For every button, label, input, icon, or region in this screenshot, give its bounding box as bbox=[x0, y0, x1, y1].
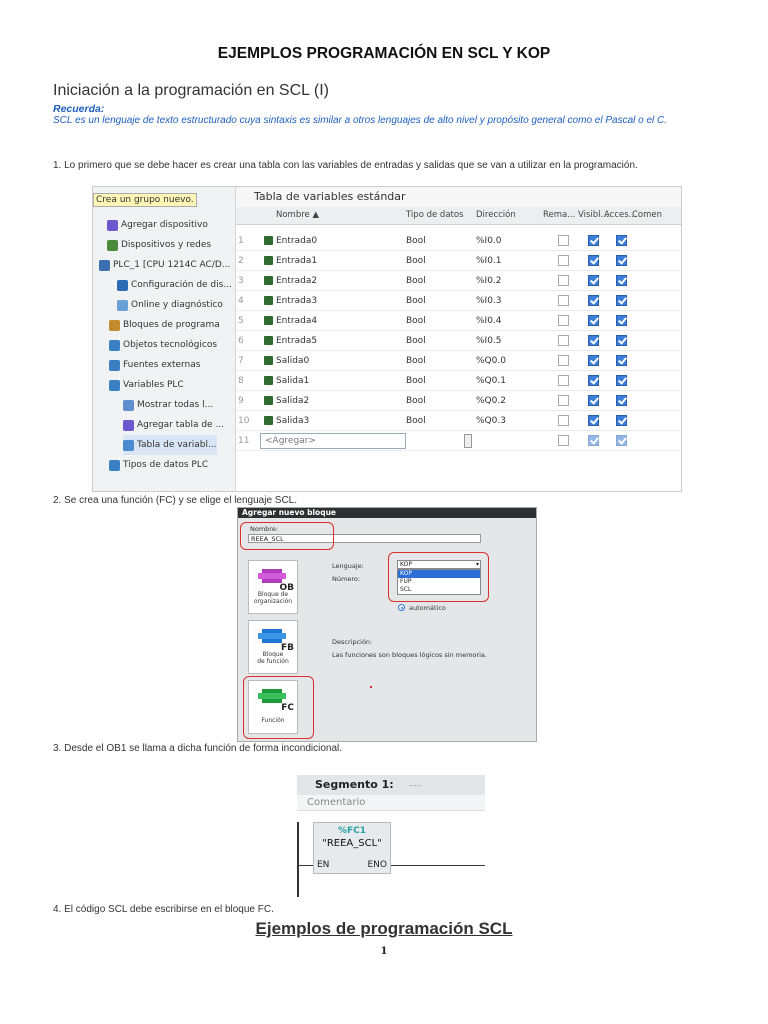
table-row[interactable] bbox=[236, 411, 682, 431]
retain-checkbox[interactable] bbox=[558, 315, 569, 326]
address: %Q0.0 bbox=[476, 356, 506, 366]
segment-header bbox=[297, 775, 485, 795]
data-type: Bool bbox=[406, 296, 426, 306]
tree-item-label: Crea un grupo nuevo. bbox=[96, 195, 194, 205]
row-number: 8 bbox=[238, 376, 244, 386]
number-label: Número: bbox=[332, 575, 361, 583]
retain-checkbox[interactable] bbox=[558, 255, 569, 266]
step-2-text: 2. Se crea una función (FC) y se elige el lenguaje SCL. bbox=[53, 495, 298, 506]
access-checkbox[interactable] bbox=[616, 355, 627, 366]
visible-checkbox[interactable] bbox=[588, 395, 599, 406]
step-4-text: 4. El código SCL debe escribirse en el bloque FC. bbox=[53, 904, 274, 915]
visible-checkbox[interactable] bbox=[588, 415, 599, 426]
row-number: 3 bbox=[238, 276, 244, 286]
tree-item-label: Agregar tabla de ... bbox=[137, 420, 225, 430]
tree-item-icon bbox=[117, 300, 128, 311]
tag-icon bbox=[264, 276, 273, 285]
tree-item-label: Variables PLC bbox=[123, 380, 184, 390]
address: %I0.5 bbox=[476, 336, 502, 346]
tree-item-icon bbox=[109, 460, 120, 471]
tree-item-label: Fuentes externas bbox=[123, 360, 201, 370]
table-row[interactable] bbox=[236, 371, 682, 391]
table-row[interactable] bbox=[236, 391, 682, 411]
address: %Q0.2 bbox=[476, 396, 506, 406]
data-type: Bool bbox=[406, 376, 426, 386]
tree-item[interactable] bbox=[109, 315, 220, 335]
row-number: 4 bbox=[238, 296, 244, 306]
tree-item-icon bbox=[109, 360, 120, 371]
visible-checkbox[interactable] bbox=[588, 355, 599, 366]
address: %I0.2 bbox=[476, 276, 502, 286]
retain-checkbox[interactable] bbox=[558, 275, 569, 286]
tree-item[interactable] bbox=[107, 215, 208, 235]
table-row[interactable] bbox=[236, 231, 682, 251]
power-rail bbox=[297, 822, 299, 897]
column-header[interactable]: Dirección bbox=[476, 210, 516, 220]
tree-item[interactable] bbox=[117, 275, 232, 295]
language-option-scl[interactable]: SCL bbox=[400, 586, 412, 593]
highlight-name bbox=[240, 522, 334, 550]
tree-item-icon bbox=[107, 240, 118, 251]
variable-name: Salida1 bbox=[276, 376, 310, 386]
row-number: 7 bbox=[238, 356, 244, 366]
rung-left bbox=[299, 865, 313, 866]
language-label: Lenguaje: bbox=[332, 562, 364, 570]
name-input[interactable]: REEA_SCL bbox=[248, 534, 481, 543]
tree-item-label: Bloques de programa bbox=[123, 320, 220, 330]
data-type: Bool bbox=[406, 336, 426, 346]
retain-checkbox[interactable] bbox=[558, 415, 569, 426]
retain-checkbox[interactable] bbox=[558, 235, 569, 246]
access-checkbox[interactable] bbox=[616, 335, 627, 346]
retain-checkbox[interactable] bbox=[558, 355, 569, 366]
row-number: 10 bbox=[238, 416, 250, 426]
tree-item[interactable] bbox=[123, 435, 217, 455]
tree-item[interactable] bbox=[123, 395, 213, 415]
fc-block-icon: FC bbox=[258, 687, 288, 709]
tree-item[interactable] bbox=[109, 355, 200, 375]
data-type: Bool bbox=[406, 416, 426, 426]
access-checkbox[interactable] bbox=[616, 255, 627, 266]
tree-item-icon bbox=[123, 420, 134, 431]
row-number: 5 bbox=[238, 316, 244, 326]
grid-header bbox=[236, 207, 682, 225]
tree-item[interactable] bbox=[107, 235, 211, 255]
tree-item[interactable] bbox=[99, 255, 230, 275]
address: %Q0.3 bbox=[476, 416, 506, 426]
data-type: Bool bbox=[406, 276, 426, 286]
language-select[interactable]: KOP ▾ bbox=[397, 560, 481, 569]
en-pin: EN bbox=[317, 860, 330, 870]
data-type: Bool bbox=[406, 236, 426, 246]
column-header[interactable]: Tipo de datos bbox=[406, 210, 464, 220]
fb-block-button[interactable]: FB Bloque de función bbox=[248, 620, 298, 674]
recuerda-text: SCL es un lenguaje de texto estructurado cuya sintaxis es similar a otros lenguajes de alto nivel y propósito general como el Pascal o el C. bbox=[53, 115, 668, 126]
tag-icon bbox=[264, 396, 273, 405]
ob-block-button[interactable]: OB Bloque de organización bbox=[248, 560, 298, 614]
row-number: 11 bbox=[238, 436, 250, 446]
tree-item-icon bbox=[123, 400, 134, 411]
tree-item[interactable] bbox=[109, 335, 217, 355]
visible-checkbox[interactable] bbox=[588, 375, 599, 386]
tree-item-label: PLC_1 [CPU 1214C AC/D... bbox=[113, 260, 231, 270]
description-text: Las funciones son bloques lógicos sin memoria. bbox=[332, 651, 487, 659]
tree-item-icon bbox=[107, 220, 118, 231]
row-number: 2 bbox=[238, 256, 244, 266]
marker-dot bbox=[370, 686, 372, 688]
tree-item-icon bbox=[99, 260, 110, 271]
tree-item-icon bbox=[109, 320, 120, 331]
tag-icon bbox=[264, 416, 273, 425]
variable-table-screenshot bbox=[92, 186, 682, 492]
rung-right bbox=[391, 865, 485, 866]
tree-item-label: Online y diagnóstico bbox=[131, 300, 223, 310]
variable-name: Salida3 bbox=[276, 416, 310, 426]
block-name: "REEA_SCL" bbox=[322, 838, 382, 849]
row-number: 1 bbox=[238, 236, 244, 246]
variable-name: Entrada0 bbox=[276, 236, 318, 246]
access-checkbox[interactable] bbox=[616, 295, 627, 306]
visible-checkbox[interactable] bbox=[588, 255, 599, 266]
address: %I0.4 bbox=[476, 316, 502, 326]
retain-checkbox[interactable] bbox=[558, 435, 569, 446]
ladder-segment bbox=[297, 775, 485, 897]
tree-item-icon bbox=[109, 380, 120, 391]
address: %I0.1 bbox=[476, 256, 502, 266]
access-checkbox[interactable] bbox=[616, 375, 627, 386]
type-picker-button[interactable] bbox=[464, 434, 472, 448]
tag-icon bbox=[264, 336, 273, 345]
access-checkbox[interactable] bbox=[616, 235, 627, 246]
visible-checkbox[interactable] bbox=[588, 235, 599, 246]
tree-item-label: Configuración de dis... bbox=[131, 280, 232, 290]
visible-checkbox[interactable] bbox=[588, 275, 599, 286]
segment-comment[interactable]: Comentario bbox=[297, 795, 485, 811]
visible-checkbox[interactable] bbox=[588, 435, 599, 446]
variable-name: Salida2 bbox=[276, 396, 310, 406]
tag-icon bbox=[264, 256, 273, 265]
tree-item[interactable] bbox=[109, 375, 184, 395]
column-header[interactable]: Acces... bbox=[604, 210, 637, 220]
project-tree bbox=[93, 187, 236, 492]
access-checkbox[interactable] bbox=[616, 275, 627, 286]
step-3-text: 3. Desde el OB1 se llama a dicha función de forma incondicional. bbox=[53, 743, 343, 754]
tree-item-label: Agregar dispositivo bbox=[121, 220, 208, 230]
column-header[interactable]: Comen bbox=[632, 210, 663, 220]
segment-title: Segmento 1: bbox=[315, 778, 394, 791]
variable-name: Entrada3 bbox=[276, 296, 318, 306]
description-label: Descripción: bbox=[332, 638, 373, 646]
variable-name: Entrada4 bbox=[276, 316, 318, 326]
language-option-kop[interactable]: KOP bbox=[398, 570, 480, 578]
language-option-fup[interactable]: FUP bbox=[400, 578, 412, 585]
tag-icon bbox=[264, 356, 273, 365]
tree-item-label: Objetos tecnológicos bbox=[123, 340, 218, 350]
tree-item-label: Mostrar todas l... bbox=[137, 400, 214, 410]
variable-name: Entrada1 bbox=[276, 256, 318, 266]
data-type: Bool bbox=[406, 316, 426, 326]
highlight-fc bbox=[243, 676, 314, 739]
tag-icon bbox=[264, 316, 273, 325]
dialog-title: Agregar nuevo bloque bbox=[238, 508, 537, 518]
segment-dots: ..... bbox=[409, 779, 422, 788]
new-group-tooltip bbox=[93, 193, 197, 207]
variable-name: Entrada5 bbox=[276, 336, 318, 346]
table-row[interactable] bbox=[236, 351, 682, 371]
tag-icon bbox=[264, 236, 273, 245]
data-type: Bool bbox=[406, 256, 426, 266]
data-type: Bool bbox=[406, 396, 426, 406]
variable-name: Entrada2 bbox=[276, 276, 318, 286]
table-row[interactable] bbox=[236, 251, 682, 271]
step-1-text: 1. Lo primero que se debe hacer es crear una tabla con las variables de entradas y salidas que se van a utilizar en la programación. bbox=[53, 160, 638, 171]
variable-name: Salida0 bbox=[276, 356, 310, 366]
row-number: 9 bbox=[238, 396, 244, 406]
retain-checkbox[interactable] bbox=[558, 395, 569, 406]
table-row[interactable] bbox=[236, 311, 682, 331]
table-row[interactable] bbox=[236, 331, 682, 351]
table-caption: Tabla de variables estándar bbox=[236, 187, 682, 207]
tree-item-label: Dispositivos y redes bbox=[121, 240, 212, 250]
tree-item-label: Tipos de datos PLC bbox=[123, 460, 209, 470]
table-row[interactable] bbox=[236, 291, 682, 311]
variable-grid bbox=[236, 207, 682, 492]
table-row[interactable] bbox=[236, 431, 682, 451]
retain-checkbox[interactable] bbox=[558, 295, 569, 306]
fc-block-button[interactable]: FC Función bbox=[248, 680, 298, 734]
block-ref: %FC1 bbox=[337, 826, 367, 836]
fc1-call-box[interactable] bbox=[313, 822, 391, 874]
address: %I0.0 bbox=[476, 236, 502, 246]
tag-icon bbox=[264, 296, 273, 305]
column-header[interactable]: Nombre ▲ bbox=[276, 210, 320, 220]
address: %Q0.1 bbox=[476, 376, 506, 386]
visible-checkbox[interactable] bbox=[588, 335, 599, 346]
section-caption: Ejemplos de programación SCL bbox=[255, 919, 513, 938]
add-variable-input[interactable]: <Agregar> bbox=[260, 433, 406, 449]
tree-item-icon bbox=[117, 280, 128, 291]
table-row[interactable] bbox=[236, 271, 682, 291]
ob-block-icon: OB bbox=[258, 567, 288, 589]
eno-pin: ENO bbox=[367, 860, 387, 870]
access-checkbox[interactable] bbox=[616, 395, 627, 406]
access-checkbox[interactable] bbox=[616, 435, 627, 446]
tree-item[interactable] bbox=[109, 455, 208, 475]
address: %I0.3 bbox=[476, 296, 502, 306]
page-number: 1 bbox=[380, 946, 388, 957]
tree-item-label: Tabla de variabl... bbox=[137, 440, 217, 450]
auto-radio[interactable] bbox=[398, 604, 405, 611]
highlight-language bbox=[388, 552, 489, 602]
tree-item[interactable] bbox=[117, 295, 223, 315]
visible-checkbox[interactable] bbox=[588, 315, 599, 326]
retain-checkbox[interactable] bbox=[558, 335, 569, 346]
chevron-down-icon: ▾ bbox=[475, 561, 479, 568]
tree-item[interactable] bbox=[123, 415, 224, 435]
column-header[interactable]: Rema... bbox=[543, 210, 576, 220]
data-type: Bool bbox=[406, 356, 426, 366]
recuerda-label: Recuerda: bbox=[53, 103, 105, 115]
visible-checkbox[interactable] bbox=[588, 295, 599, 306]
tree-item-icon bbox=[109, 340, 120, 351]
auto-label: automático bbox=[409, 604, 446, 612]
section-subtitle: Iniciación a la programación en SCL (I) bbox=[53, 82, 329, 99]
access-checkbox[interactable] bbox=[616, 315, 627, 326]
access-checkbox[interactable] bbox=[616, 415, 627, 426]
name-label: Nombre: bbox=[250, 525, 279, 533]
add-block-dialog bbox=[237, 507, 537, 742]
tag-icon bbox=[264, 376, 273, 385]
retain-checkbox[interactable] bbox=[558, 375, 569, 386]
page-title: EJEMPLOS PROGRAMACIÓN EN SCL Y KOP bbox=[217, 45, 551, 62]
fb-block-icon: FB bbox=[258, 627, 288, 649]
column-header[interactable]: Visibl... bbox=[578, 210, 609, 220]
tree-item-icon bbox=[123, 440, 134, 451]
row-number: 6 bbox=[238, 336, 244, 346]
